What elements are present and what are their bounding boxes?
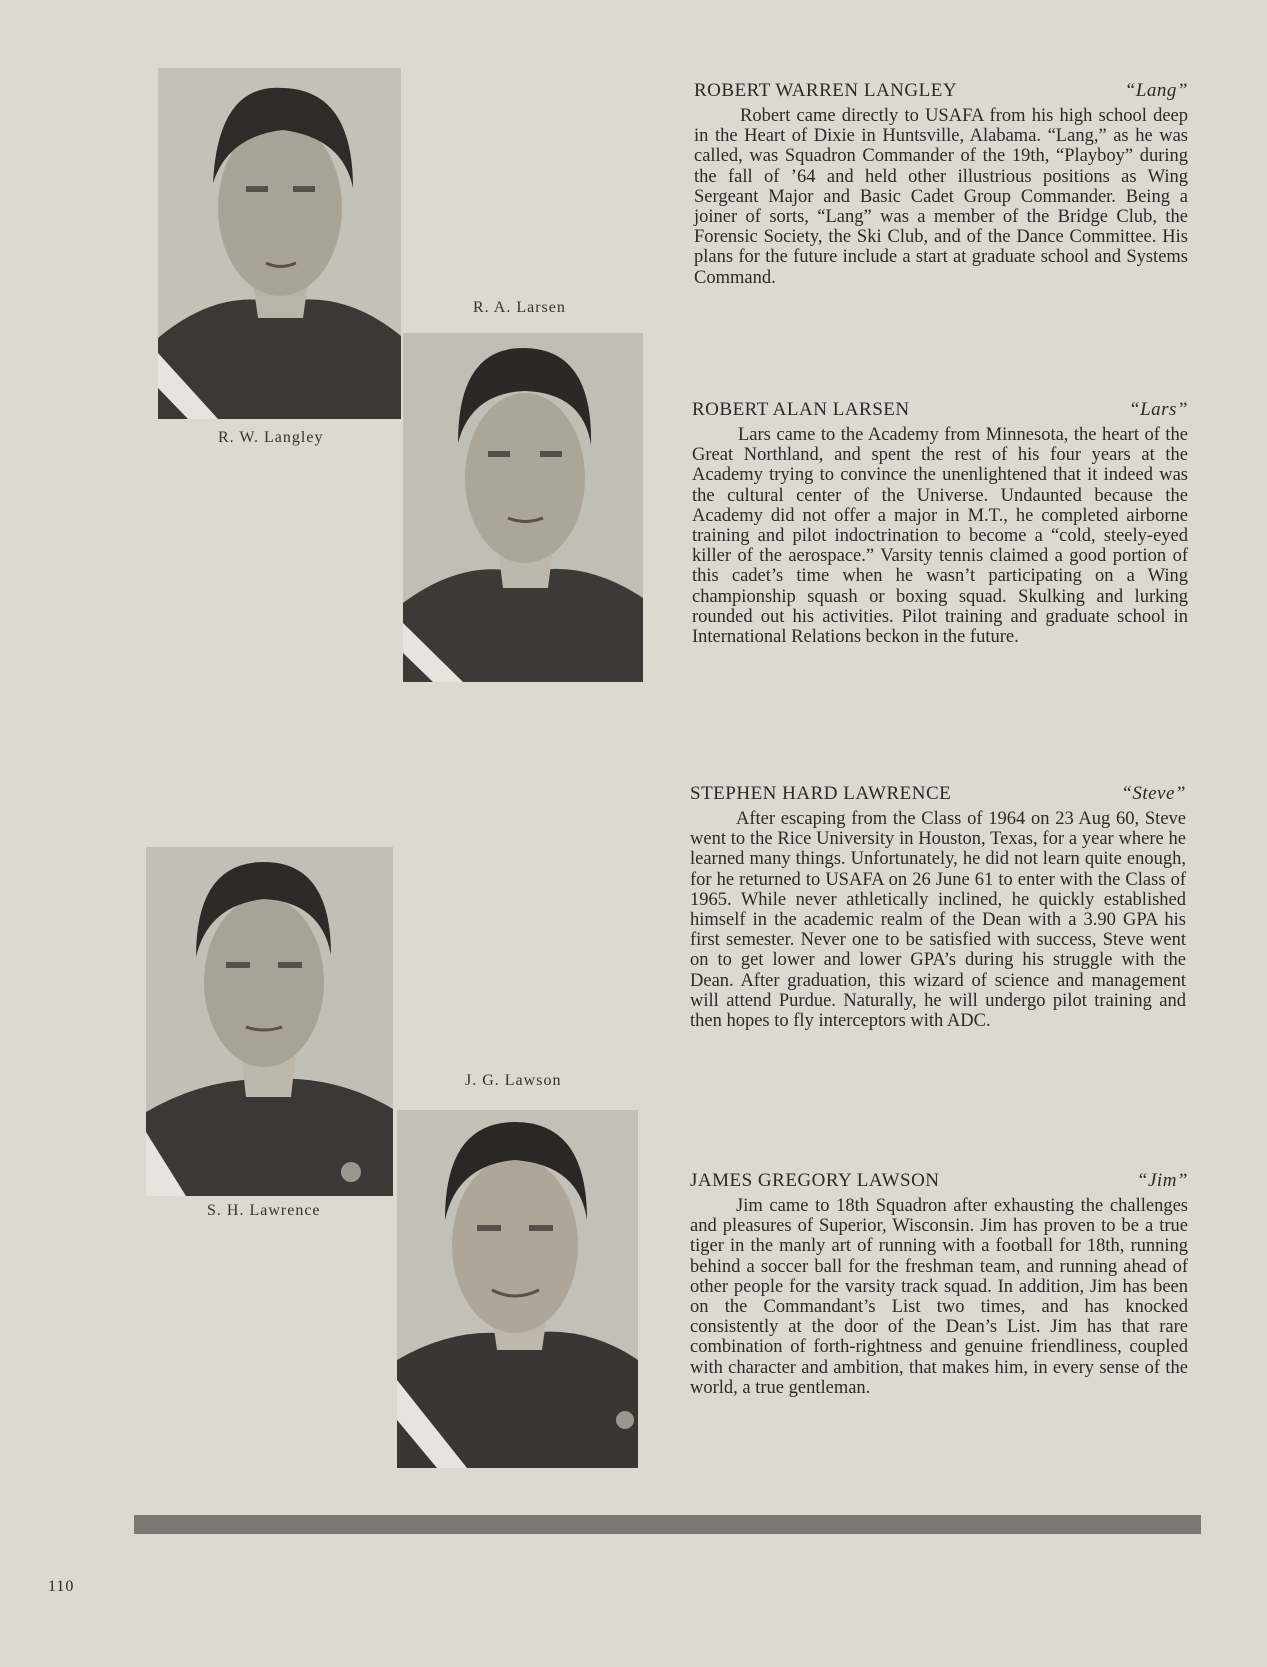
entry-text: After escaping from the Class of 1964 on 23 Aug 60, Steve went to the Rice University in Houston, Texas, for a year where he learned many things. Unfortunately, he did not learn quite enough, for he returned to USAFA on 26 June 61 to enter with the Class of 1965. While never athletically inclined, he quickly established himself in the academic realm of the Dean with a 3.90 GPA his first semester. Never one to be satisfied with success, Steve went on to get lower and lower GPA’s during his struggle with the Dean. After graduation, this wizard of science and management will attend Purdue. Naturally, he will undergo pilot training and then hopes to fly interceptors with ADC. bbox=[690, 809, 1186, 1032]
entry-name: ROBERT ALAN LARSEN bbox=[692, 399, 910, 420]
entry-lawrence bbox=[690, 783, 1186, 1031]
entry-larsen bbox=[692, 399, 1188, 647]
caption-lawson: J. G. Lawson bbox=[465, 1072, 562, 1089]
footer-rule bbox=[134, 1515, 1201, 1534]
entry-langley bbox=[694, 80, 1188, 288]
entry-nickname: “Lars” bbox=[1129, 399, 1188, 420]
page-number: 110 bbox=[48, 1578, 75, 1595]
entry-nickname: “Steve” bbox=[1121, 783, 1186, 804]
entry-nickname: “Lang” bbox=[1124, 80, 1188, 101]
photo-larsen bbox=[403, 333, 643, 682]
entry-name: JAMES GREGORY LAWSON bbox=[690, 1170, 940, 1191]
caption-langley: R. W. Langley bbox=[218, 429, 324, 446]
photo-lawson bbox=[397, 1110, 638, 1468]
entry-text: Robert came directly to USAFA from his high school deep in the Heart of Dixie in Huntsville, Alabama. “Lang,” as he was called, was Squadron Commander of the 19th, “Playboy” during the fall of ’64 and held other illustrious positions as Wing Sergeant Major and Basic Cadet Group Commander. Being a joiner of sorts, “Lang” was a member of the Bridge Club, the Forensic Society, the Ski Club, and of the Dance Committee. His plans for the future include a start at graduate school and Systems Command. bbox=[694, 106, 1188, 288]
photo-langley bbox=[158, 68, 401, 419]
entry-name: STEPHEN HARD LAWRENCE bbox=[690, 783, 952, 804]
photo-lawrence bbox=[146, 847, 393, 1196]
entry-text: Jim came to 18th Squadron after exhausting the challenges and pleasures of Superior, Wisconsin. Jim has proven to be a true tiger in the manly art of running with a football for 18th, running behind a soccer ball for the freshman team, and running ahead of other people for the varsity track squad. In addition, Jim has been on the Commandant’s List two times, and has knocked consistently at the door of the Dean’s List. Jim has that rare combination of forth-rightness and genuine friendliness, coupled with character and ambition, that makes him, in every sense of the world, a true gentleman. bbox=[690, 1196, 1188, 1398]
entry-name: ROBERT WARREN LANGLEY bbox=[694, 80, 958, 101]
entry-lawson bbox=[690, 1170, 1188, 1398]
caption-larsen: R. A. Larsen bbox=[473, 299, 566, 316]
entry-text: Lars came to the Academy from Minnesota, the heart of the Great Northland, and spent the rest of his four years at the Academy trying to convince the unenlightened that it indeed was the cultural center of the Universe. Undaunted because the Academy did not offer a major in M.T., he completed airborne training and pilot indoctrination to become a “cold, steely-eyed killer of the aerospace.” Varsity tennis claimed a good portion of this cadet’s time when he wasn’t participating on a Wing championship squash or boxing squad. Skulking and lurking rounded out his activities. Pilot training and graduate school in International Relations beckon in the future. bbox=[692, 425, 1188, 648]
caption-lawrence: S. H. Lawrence bbox=[207, 1202, 321, 1219]
entry-nickname: “Jim” bbox=[1136, 1170, 1188, 1191]
